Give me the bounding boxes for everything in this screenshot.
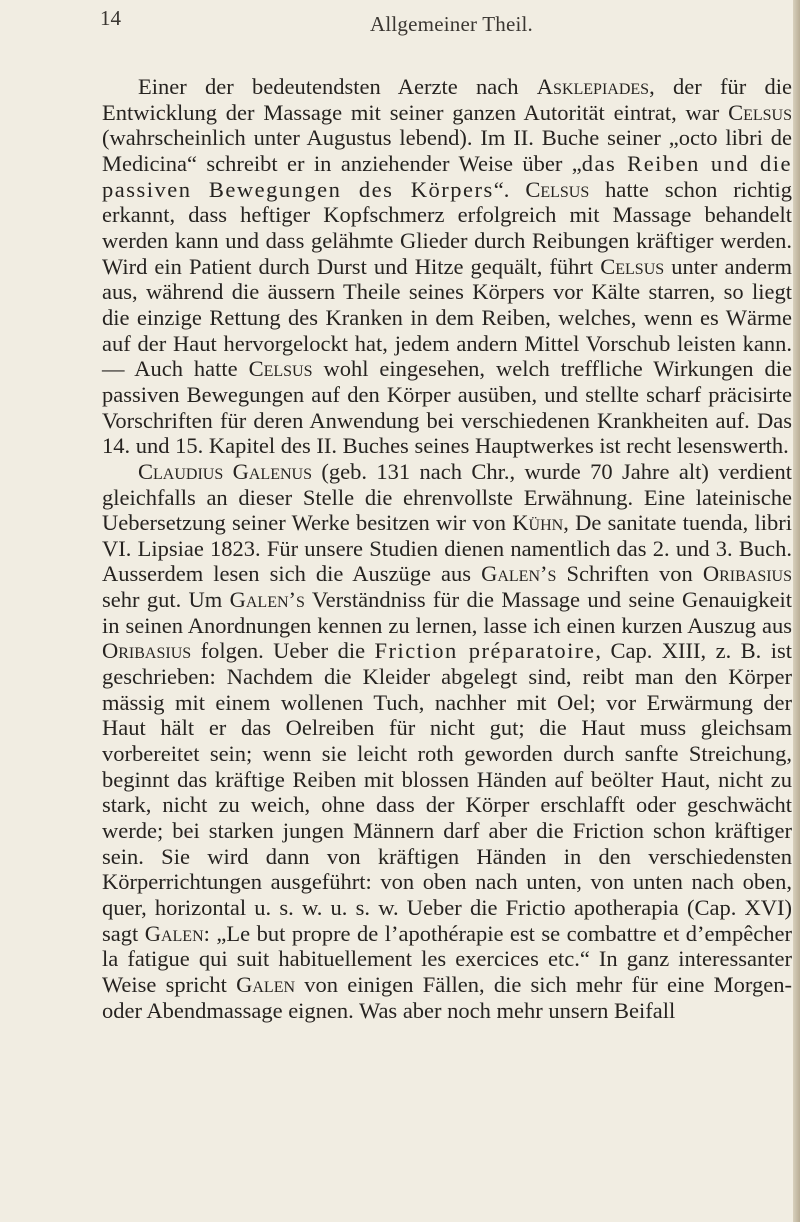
text-run: , Cap. XIII, z. B. ist geschrieben: Nachdem die Kleider abgelegt sind, reibt man den Körper mässig mit einem wollenen Tuch, nachher mit Oel; vor Erwärmung der Haut hält er das Oelreiben für nicht gut; die Haut muss gleichsam vorbereitet sein; wenn sie leicht roth geworden durch sanfte Streichung, beginnt das kräftige Reiben mit blossen Händen auf beölter Haut, nicht zu stark, nicht zu weich, ohne dass der Körper erschlafft oder geschwächt werde; bei starken jungen Männern darf aber die Friction schon kräftiger sein. Sie wird dann von kräftigen Händen in den verschiedensten Körperrichtungen ausgeführt: von oben nach unten, von unten nach oben, quer, horizontal u. s. w. u. s. w. Ueber die Frictio apotherapia (Cap. XVI) sagt: [102, 638, 792, 946]
spaced-quote: das Reiben und die passiven Bewegungen des Körpers: [102, 150, 792, 202]
page-edge: [793, 0, 800, 1222]
text-run: , De sanitate tuenda, libri VI. Lipsiae 1823. Für unsere Studien dienen namentlich das 2. und 3. Buch. Ausserdem lesen sich die Auszüge aus: [102, 510, 793, 587]
text-run: wohl eingesehen, welch treffliche Wirkungen die passiven Bewegungen auf den Körper ausüben, und stellte scharf präcisirte Vorschriften für deren Anwendung bei verschiedenen Krankheiten auf. Das 14. und 15. Kapitel des II. Buches seines Hauptwerkes ist recht lesenswerth.: [102, 356, 792, 459]
text-run: : „Le but propre de l’apothérapie est se combattre et d’empêcher la fatigue qui suit habituellement les exercices etc.“ In ganz interessanter Weise spricht: [102, 920, 792, 997]
name-galen: Galen’s: [229, 587, 305, 613]
name-galen: Galen: [236, 971, 296, 997]
text-run: unter anderm aus, während die äussern Theile seines Körpers vor Kälte starren, so liegt die einzige Rettung des Kranken in dem Reiben, welches, wenn es Wärme auf der Haut hervorgelockt hat, jedem andern Mittel Vorschub leisten kann. — Auch hatte: [102, 253, 792, 382]
page-number: 14: [100, 6, 121, 30]
name-oribasius: Oribasius: [102, 638, 192, 664]
name-kuehn: Kühn: [512, 510, 564, 536]
name-celsus: Celsus: [728, 99, 792, 125]
name-celsus: Celsus: [525, 176, 590, 202]
name-celsus: Celsus: [248, 356, 313, 382]
name-celsus: Celsus: [600, 253, 665, 279]
text-run: Verständniss für die Massage und seine Genauigkeit in seinen Anordnungen kennen zu lernen, lasse ich einen kurzen Auszug aus: [102, 587, 792, 638]
name-galen: Galen: [144, 920, 204, 946]
body-text: [102, 74, 792, 1023]
text-run: Schriften von: [556, 561, 703, 587]
text-run: “.: [493, 176, 526, 202]
running-head: Allgemeiner Theil.: [370, 12, 533, 36]
text-run: , der für die Entwicklung der Massage mit seiner ganzen Autorität eintrat, war: [102, 74, 793, 125]
paragraph-galenus: [102, 459, 792, 1023]
spaced-term: Friction préparatoire: [374, 638, 596, 664]
text-run: (wahrscheinlich unter Augustus lebend). Im II. Buche seiner „octo libri de Medicina“ schreibt er in anziehender Weise über „: [102, 125, 792, 176]
text-run: von einigen Fällen, die sich mehr für eine Morgen- oder Abendmassage eignen. Was aber noch mehr unsern Beifall: [102, 971, 792, 1023]
name-asklepiades: Asklepiades: [536, 74, 650, 99]
paragraph-celsus: [102, 74, 792, 459]
text-run: hatte schon richtig erkannt, dass heftiger Kopfschmerz erfolgreich mit Massage behandelt werden kann und dass gelähmte Glieder durch Reibungen kräftiger werden. Wird ein Patient durch Durst und Hitze gequält, führt: [102, 176, 792, 279]
text-run: (geb. 131 nach Chr., wurde 70 Jahre alt) verdient gleichfalls an dieser Stelle die ehrenvollste Erwähnung. Eine lateinische Uebersetzung seiner Werke besitzen wir von: [102, 458, 792, 536]
name-galen: Galen’s: [481, 561, 557, 587]
text-run: Einer der bedeutendsten Aerzte nach: [138, 74, 537, 99]
text-run: folgen. Ueber die: [191, 638, 375, 664]
text-run: sehr gut. Um: [102, 587, 230, 613]
name-oribasius: Oribasius: [702, 561, 793, 587]
name-claudius-galenus: Claudius Galenus: [138, 458, 312, 484]
